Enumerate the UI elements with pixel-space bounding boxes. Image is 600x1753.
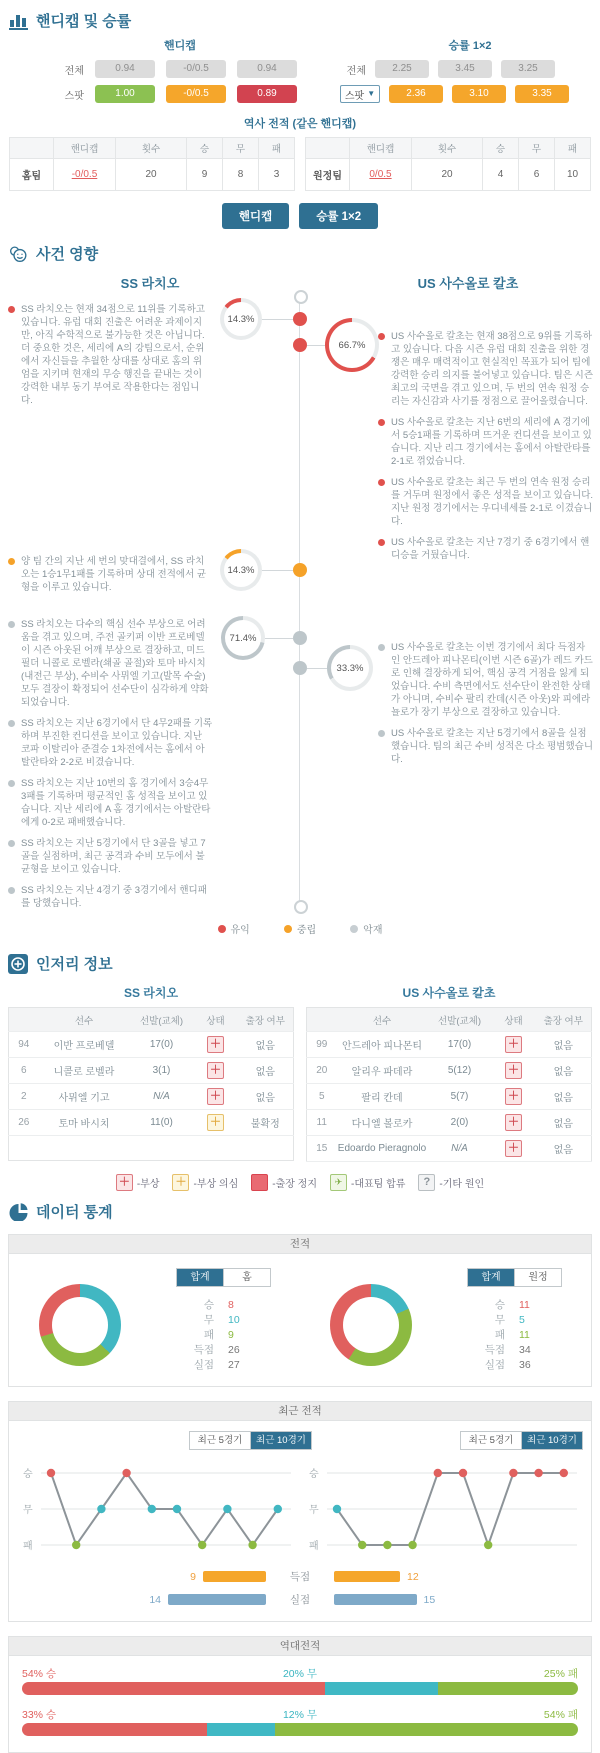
count-value: 20 bbox=[412, 159, 483, 191]
h2h-lose-label: 54% 패 bbox=[543, 1709, 578, 1721]
col-player: 선수 bbox=[337, 1008, 428, 1032]
handicap-odds-group bbox=[0, 37, 300, 103]
odds-grid bbox=[0, 37, 600, 103]
injury-section-header bbox=[0, 943, 600, 974]
odds-value: -0/0.5 bbox=[166, 60, 226, 78]
legend-other: ? -기타 원인 bbox=[418, 1174, 484, 1191]
col-status: 상태 bbox=[492, 1008, 536, 1032]
h2h-draw-label: 12% 무 bbox=[282, 1709, 318, 1721]
timeline-dot-good bbox=[293, 338, 307, 352]
injury-legend bbox=[0, 1174, 600, 1191]
player-name: 다니엘 볼로카 bbox=[337, 1110, 428, 1136]
player-name: 안드레아 피나몬티 bbox=[337, 1032, 428, 1058]
goals-scored-bar bbox=[203, 1571, 266, 1582]
injury-status-icon: ＋ bbox=[505, 1114, 522, 1131]
win-count: 8 bbox=[228, 1298, 234, 1311]
col-avail: 출장 여부 bbox=[536, 1008, 592, 1032]
injury-away-team-title: US 사수올로 칼초 bbox=[402, 986, 496, 1000]
legend-dot-neutral bbox=[284, 925, 292, 933]
injury-status-icon: ＋ bbox=[207, 1062, 224, 1079]
away-team-name: US 사수올로 칼초 bbox=[417, 276, 519, 291]
event-item: SS 라치오는 다수의 핵심 선수 부상으로 어려움을 겪고 있으며, 주전 골키퍼 이반 프로베델이 시즌 아웃된 어깨 부상으로 결장하고, 미드필더 니콜로 로벨라(쇄골 골절)와 토마 바시치(내전근 부상), 수비수 사뮈엘 기고(발목 수술) 모두 결장이 확정되어 선수단이 심각하게 약화되었습니다. bbox=[8, 618, 213, 709]
lose-value: 3 bbox=[259, 159, 295, 191]
home-neutral-news-list bbox=[8, 555, 208, 602]
col-draw: 무 bbox=[519, 138, 555, 159]
win-value: 9 bbox=[187, 159, 223, 191]
tab-total[interactable]: 합계 bbox=[177, 1269, 223, 1286]
injury-table-home-wrap bbox=[8, 980, 294, 1162]
history-table-away bbox=[305, 137, 591, 191]
winrate-total-row bbox=[300, 60, 600, 78]
stat-row: 득점 34 bbox=[484, 1343, 531, 1356]
stat-row: 패 9 bbox=[203, 1328, 234, 1341]
event-item: US 사수올로 칼초는 지난 5경기에서 8골을 실점했습니다. 팀의 최근 수비 성적은 다소 평범했습니다. bbox=[378, 727, 594, 766]
injury-table-away-wrap bbox=[306, 980, 592, 1162]
impact-ring-away-bad bbox=[327, 645, 373, 691]
bullet-dot-good bbox=[378, 419, 385, 426]
winrate-odds-title: 승률 1×2 bbox=[448, 40, 492, 52]
bullet-dot-good bbox=[378, 539, 385, 546]
impact-ring-away-good bbox=[325, 318, 379, 372]
event-impact-section bbox=[0, 233, 600, 943]
recent-tabs-away bbox=[460, 1431, 583, 1450]
injury-row: 94 이반 프로베델 17(0) ＋ 없음 bbox=[9, 1032, 294, 1058]
legend-dot-bad bbox=[350, 925, 358, 933]
impact-ring-home-bad bbox=[221, 616, 265, 660]
draw-value: 8 bbox=[223, 159, 259, 191]
record-tabs-home bbox=[176, 1268, 271, 1287]
stat-row: 승 8 bbox=[203, 1298, 234, 1311]
svg-text:승: 승 bbox=[23, 1469, 33, 1480]
tab-last10[interactable]: 최근 10경기 bbox=[250, 1432, 311, 1449]
h2h-lose-segment bbox=[438, 1682, 578, 1695]
timeline-end-node bbox=[294, 900, 308, 914]
bullet-dot-good bbox=[8, 306, 15, 313]
event-item: SS 라치오는 현재 34점으로 11위를 기록하고 있습니다. 유럽 대회 진출은 어려운 과제이지만, 아직 수학적으로 불가능한 것은 아닙니다. 더 중요한 것은, 세리에 A의 강팀으로서, 순위에서 자신들을 추월한 상대를 상대로 홈의 위엄을 지키며 현재의 무승 행진을 끝내는 것이 강력한 내부 동기 부여로 작용한다는 점입니다. bbox=[8, 303, 208, 407]
h2h-stacked-bar bbox=[22, 1682, 578, 1695]
h2h-draw-segment bbox=[325, 1682, 437, 1695]
h2h-draw-segment bbox=[207, 1723, 274, 1736]
col-draw: 무 bbox=[223, 138, 259, 159]
row-label-total: 전체 bbox=[64, 65, 84, 77]
h2h-draw-label: 20% 무 bbox=[282, 1668, 318, 1680]
injury-table-home bbox=[8, 1007, 294, 1161]
record-away-half bbox=[300, 1266, 591, 1372]
goals-for: 34 bbox=[519, 1343, 531, 1356]
odds-value: 3.45 bbox=[438, 60, 492, 78]
handicap-spot-row bbox=[0, 85, 300, 103]
bullet-dot-bad bbox=[8, 621, 15, 628]
svg-text:무: 무 bbox=[23, 1505, 33, 1516]
legend-dot-good bbox=[218, 925, 226, 933]
injury-status-icon: ＋ bbox=[505, 1062, 522, 1079]
legend-neutral: 중립 bbox=[284, 921, 316, 936]
tab-home[interactable]: 홈 bbox=[223, 1269, 270, 1286]
impact-percent: 71.4% bbox=[229, 632, 257, 644]
count-value: 20 bbox=[116, 159, 187, 191]
data-stats-section bbox=[0, 1191, 600, 1753]
history-table-home bbox=[9, 137, 295, 191]
recent-panel-title: 최근 전적 bbox=[9, 1402, 591, 1421]
recent-form-chart-away bbox=[301, 1459, 585, 1559]
record-home-details bbox=[168, 1266, 286, 1372]
plane-icon: ✈ bbox=[330, 1174, 347, 1191]
h2h-body bbox=[9, 1656, 591, 1752]
injury-tables bbox=[8, 980, 592, 1162]
player-name: 사뮈엘 기고 bbox=[39, 1084, 130, 1110]
svg-text:패: 패 bbox=[23, 1541, 33, 1552]
section-title-injury: 인저리 정보 bbox=[36, 956, 113, 973]
player-name: 알리우 파데라 bbox=[337, 1058, 428, 1084]
recent-form-chart-home bbox=[15, 1459, 299, 1559]
injury-row: 26 토마 바시치 11(0) ＋ 불확정 bbox=[9, 1110, 294, 1136]
col-lose: 패 bbox=[259, 138, 295, 159]
timeline-connector bbox=[307, 345, 325, 346]
history-row-away bbox=[306, 159, 591, 191]
history-header-row bbox=[306, 138, 591, 159]
injury-status-icon: ＋ bbox=[505, 1088, 522, 1105]
team-label: 홈팀 bbox=[10, 159, 54, 191]
home-bad-news-list bbox=[8, 618, 213, 918]
injury-row: 15 Edoardo Pieragnolo N/A ＋ 없음 bbox=[307, 1136, 592, 1162]
injury-status-icon: ＋ bbox=[505, 1036, 522, 1053]
handicap-total-row bbox=[0, 60, 300, 78]
doubt-plus-icon: ＋ bbox=[172, 1174, 189, 1191]
impact-percent: 33.3% bbox=[336, 662, 364, 674]
odds-value: 0.94 bbox=[237, 60, 297, 78]
goals-conceded-bar bbox=[334, 1594, 417, 1605]
h2h-stacked-bar bbox=[22, 1723, 578, 1736]
history-row-home bbox=[10, 159, 295, 191]
draw-count: 10 bbox=[228, 1313, 240, 1326]
player-name: Edoardo Pieragnolo bbox=[337, 1136, 428, 1162]
bullet-dot-bad bbox=[8, 840, 15, 847]
event-item: US 사수올로 칼초는 현재 38점으로 9위를 기록하고 있습니다. 다음 시즌 유럽 대회 진출을 위한 경쟁은 매우 매력적이고 현실적인 목표가 되어 팀에 강력한 승리 의지를 불어넣고 있습니다. 팀은 시즌 최고의 국면을 겪고 있으며, 두 번의 연속 원정 승리는 자신감과 사기를 정점으로 끌어올렸습니다. bbox=[378, 330, 594, 408]
tab-last5[interactable]: 최근 5경기 bbox=[461, 1432, 521, 1449]
smiley-faces-icon bbox=[8, 244, 28, 264]
record-away-details bbox=[459, 1266, 577, 1372]
svg-text:무: 무 bbox=[309, 1505, 319, 1516]
odds-value: 2.25 bbox=[375, 60, 429, 78]
win-count: 11 bbox=[519, 1298, 530, 1311]
odds-value: 3.10 bbox=[452, 85, 506, 103]
h2h-panel-title: 역대전적 bbox=[9, 1637, 591, 1656]
bullet-dot-good bbox=[378, 479, 385, 486]
player-name: 토마 바시치 bbox=[39, 1110, 130, 1136]
stat-row: 승 11 bbox=[494, 1298, 530, 1311]
goals-against: 27 bbox=[228, 1358, 240, 1371]
recent-form-panel bbox=[8, 1401, 592, 1622]
goals-against: 36 bbox=[519, 1358, 531, 1371]
timeline-connector bbox=[265, 638, 293, 639]
recent-charts bbox=[9, 1459, 591, 1559]
odds-value-away: 0.89 bbox=[237, 85, 297, 103]
doubtful-status-icon: ＋ bbox=[207, 1114, 224, 1131]
away-good-news-list bbox=[378, 330, 594, 570]
col-handicap: 핸디캡 bbox=[54, 138, 116, 159]
odds-value-line: -0/0.5 bbox=[166, 85, 226, 103]
odds-value: 3.25 bbox=[501, 60, 555, 78]
injury-filler-row bbox=[9, 1136, 294, 1161]
impact-ring-home-good bbox=[220, 298, 262, 340]
injury-table-away bbox=[306, 1007, 592, 1162]
h2h-labels-row bbox=[22, 1707, 578, 1723]
impact-percent: 14.3% bbox=[227, 313, 255, 325]
away-goals-conceded: 15 bbox=[330, 1594, 591, 1606]
spot-select-value: 스팟 bbox=[344, 90, 365, 102]
record-body bbox=[9, 1254, 591, 1386]
h2h-lose-segment bbox=[275, 1723, 578, 1736]
injury-section bbox=[0, 943, 600, 1191]
bullet-dot-bad bbox=[8, 887, 15, 894]
impact-percent: 14.3% bbox=[227, 564, 255, 576]
event-item: US 사수올로 칼초는 지난 6번의 세리에 A 경기에서 5승1패를 기록하며 뜨거운 컨디션을 보이고 있습니다. 지난 리그 경기에서는 홈에서 아탈란타를 2-1로 꺾었습니다. bbox=[378, 416, 594, 468]
timeline-dot-bad bbox=[293, 661, 307, 675]
handicap-link[interactable]: -0/0.5 bbox=[71, 169, 98, 180]
home-goals-scored: 9 bbox=[9, 1571, 270, 1583]
handicap-odds-title: 핸디캡 bbox=[164, 40, 196, 52]
event-item: US 사수올로 칼초는 최근 두 번의 연속 원정 승리를 거두며 원정에서 좋은 성적을 보이고 있습니다. 지난 원정 경기에서는 우디네세를 2-1로 이겼습니다. bbox=[378, 476, 594, 528]
bullet-dot-bad bbox=[8, 780, 15, 787]
injury-header-row bbox=[9, 1008, 294, 1032]
event-item: SS 라치오는 지난 10번의 홈 경기에서 3승4무3패를 기록하며 평균적인 홈 성적을 보이고 있습니다. 지난 세리에 A 홈 경기에서는 아탈란타에게 0-2로 패배했습니다. bbox=[8, 777, 213, 829]
injury-status-icon: ＋ bbox=[207, 1036, 224, 1053]
h2h-win-label: 54% 승 bbox=[22, 1668, 57, 1680]
lose-count: 9 bbox=[228, 1328, 234, 1341]
tab-last5[interactable]: 최근 5경기 bbox=[190, 1432, 250, 1449]
bullet-dot-good bbox=[378, 333, 385, 340]
record-donut-away bbox=[330, 1284, 412, 1366]
recent-tabs-home bbox=[189, 1431, 312, 1450]
winrate-spot-row bbox=[300, 85, 600, 103]
goals-for: 26 bbox=[228, 1343, 240, 1356]
goals-scored-label: 득점 bbox=[289, 1571, 311, 1583]
tab-away[interactable]: 원정 bbox=[514, 1269, 561, 1286]
injury-home-team-title: SS 라치오 bbox=[123, 986, 179, 1000]
event-item: US 사수올로 칼초는 지난 7경기 중 6경기에서 핸디승을 거뒀습니다. bbox=[378, 536, 594, 562]
timeline-start-node bbox=[294, 290, 308, 304]
event-item: SS 라치오는 지난 5경기에서 단 3골을 넣고 7골을 실점하며, 최근 공격과 수비 모두에서 불균형을 보이고 있습니다. bbox=[8, 837, 213, 876]
col-count: 횟수 bbox=[412, 138, 483, 159]
h2h-win-segment bbox=[22, 1682, 325, 1695]
event-section-header bbox=[0, 233, 106, 264]
timeline-dot-good bbox=[293, 312, 307, 326]
goals-conceded-bar bbox=[168, 1594, 266, 1605]
win-value: 4 bbox=[483, 159, 519, 191]
bullet-dot-neutral bbox=[8, 558, 15, 565]
team-label: 원정팀 bbox=[306, 159, 350, 191]
legend-bad: 악재 bbox=[350, 921, 382, 936]
h2h-lose-label: 25% 패 bbox=[543, 1668, 578, 1680]
chevron-down-icon: ▼ bbox=[367, 89, 376, 98]
section-title-odds: 핸디캡 및 승률 bbox=[36, 13, 132, 30]
handicap-link[interactable]: 0/0.5 bbox=[369, 169, 392, 180]
event-item: SS 라치오는 지난 4경기 중 3경기에서 핸디패를 당했습니다. bbox=[8, 884, 213, 910]
history-tables bbox=[9, 137, 591, 191]
record-panel-title: 전적 bbox=[9, 1235, 591, 1254]
home-good-news-list bbox=[8, 303, 208, 415]
timeline-connector bbox=[262, 319, 293, 320]
odds-value: 0.94 bbox=[95, 60, 155, 78]
col-win: 승 bbox=[483, 138, 519, 159]
away-goals-scored: 12 bbox=[330, 1571, 591, 1583]
medical-cross-icon bbox=[8, 954, 28, 974]
col-handicap: 핸디캡 bbox=[350, 138, 412, 159]
question-icon: ? bbox=[418, 1174, 435, 1191]
section-title-stats: 데이터 통계 bbox=[36, 1204, 113, 1221]
winrate-button[interactable]: 승률 1×2 bbox=[299, 203, 378, 229]
bullet-dot-bad bbox=[8, 720, 15, 727]
history-record-title: 역사 전적 (같은 핸디캡) bbox=[243, 118, 357, 130]
injury-plus-icon: ＋ bbox=[116, 1174, 133, 1191]
stats-section-header bbox=[0, 1191, 600, 1222]
svg-text:승: 승 bbox=[309, 1469, 319, 1480]
tab-total[interactable]: 합계 bbox=[468, 1269, 514, 1286]
home-team-name: SS 라치오 bbox=[120, 276, 180, 291]
bullet-dot-bad bbox=[378, 730, 385, 737]
row-label-spot: 스팟 bbox=[64, 90, 84, 102]
h2h-panel bbox=[8, 1636, 592, 1753]
event-item: 양 팀 간의 지난 세 번의 맞대결에서, SS 라치오는 1승1무1패를 기록하며 상대 전적에서 균형을 이루고 있습니다. bbox=[8, 555, 208, 594]
stat-row: 패 11 bbox=[494, 1328, 530, 1341]
lose-value: 10 bbox=[555, 159, 591, 191]
player-name: 이반 프로베델 bbox=[39, 1032, 130, 1058]
impact-ring-home-neutral bbox=[220, 549, 262, 591]
col-status: 상태 bbox=[194, 1008, 238, 1032]
history-header-row bbox=[10, 138, 295, 159]
legend-doubtful: ＋ -부상 의심 bbox=[172, 1174, 238, 1191]
record-home-half bbox=[9, 1266, 300, 1372]
timeline-dot-neutral bbox=[293, 563, 307, 577]
stat-row: 무 5 bbox=[494, 1313, 525, 1326]
injury-status-icon: ＋ bbox=[207, 1088, 224, 1105]
recent-goal-bars bbox=[9, 1569, 591, 1607]
legend-suspended: -출장 정지 bbox=[251, 1174, 317, 1191]
goals-scored-bar bbox=[334, 1571, 400, 1582]
timeline-connector bbox=[307, 668, 327, 669]
odds-value: 2.36 bbox=[389, 85, 443, 103]
event-item: US 사수올로 칼초는 이번 경기에서 최다 득점자인 안드레아 피나몬티(이번 시즌 6골)가 레드 카드로 인해 결장하게 되어, 핵심 공격 거점을 잃게 되었습니다. 수비 측면에서도 선수단이 완전한 상태가 아니며, 수비수 팔리 칸데(시즌 아웃)와 피에라뇰로가 장기 부상으로 결장하고 있습니다. bbox=[378, 641, 594, 719]
suspension-square-icon bbox=[251, 1174, 268, 1191]
home-goals-conceded: 14 bbox=[9, 1594, 270, 1606]
h2h-labels-row bbox=[22, 1666, 578, 1682]
col-starts: 선발(교체) bbox=[428, 1008, 492, 1032]
odds-section bbox=[0, 0, 600, 229]
injury-row: 99 안드레아 피나몬티 17(0) ＋ 없음 bbox=[307, 1032, 592, 1058]
bullet-dot-bad bbox=[378, 644, 385, 651]
spot-select[interactable] bbox=[340, 85, 380, 103]
odds-buttons bbox=[0, 203, 600, 229]
record-tabs-away bbox=[467, 1268, 562, 1287]
injury-row: 5 팔리 칸데 5(7) ＋ 없음 bbox=[307, 1084, 592, 1110]
timeline-connector bbox=[262, 570, 293, 571]
odds-section-header bbox=[0, 0, 600, 31]
player-name: 팔리 칸데 bbox=[337, 1084, 428, 1110]
odds-value: 3.35 bbox=[515, 85, 569, 103]
injury-row: 11 다니엘 볼로카 2(0) ＋ 없음 bbox=[307, 1110, 592, 1136]
stat-row: 무 10 bbox=[203, 1313, 240, 1326]
impact-percent: 66.7% bbox=[338, 339, 366, 351]
draw-value: 6 bbox=[519, 159, 555, 191]
injury-row: 6 니콜로 로벨라 3(1) ＋ 없음 bbox=[9, 1058, 294, 1084]
winrate-odds-group bbox=[300, 37, 600, 103]
handicap-button[interactable]: 핸디캡 bbox=[222, 203, 289, 229]
odds-value-home: 1.00 bbox=[95, 85, 155, 103]
col-player: 선수 bbox=[39, 1008, 130, 1032]
injury-header-row bbox=[307, 1008, 592, 1032]
lose-count: 11 bbox=[519, 1328, 530, 1341]
bar-chart-icon bbox=[8, 11, 28, 31]
col-lose: 패 bbox=[555, 138, 591, 159]
timeline-dot-bad bbox=[293, 631, 307, 645]
goals-conceded-label: 실점 bbox=[289, 1594, 311, 1606]
stat-row: 득점 26 bbox=[193, 1343, 240, 1356]
col-count: 횟수 bbox=[116, 138, 187, 159]
legend-national-team: ✈ -대표팀 합류 bbox=[330, 1174, 405, 1191]
h2h-win-label: 33% 승 bbox=[22, 1709, 57, 1721]
record-panel bbox=[8, 1234, 592, 1387]
event-item: SS 라치오는 지난 6경기에서 단 4무2패를 기록하며 부진한 컨디션을 보이고 있습니다. 지난 코파 이탈리아 준결승 1차전에서는 홈에서 아탈란타와 2-2로 비겼습니다. bbox=[8, 717, 213, 769]
h2h-win-segment bbox=[22, 1723, 207, 1736]
injury-row: 2 사뮈엘 기고 N/A ＋ 없음 bbox=[9, 1084, 294, 1110]
col-starts: 선발(교체) bbox=[130, 1008, 194, 1032]
record-donut-home bbox=[39, 1284, 121, 1366]
svg-text:패: 패 bbox=[309, 1541, 319, 1552]
away-bad-news-list bbox=[378, 641, 594, 774]
stat-row: 실점 27 bbox=[193, 1358, 240, 1371]
event-legend bbox=[0, 921, 600, 936]
col-win: 승 bbox=[187, 138, 223, 159]
pie-chart-icon bbox=[8, 1202, 28, 1222]
section-title-events: 사건 영향 bbox=[36, 246, 99, 263]
col-avail: 출장 여부 bbox=[238, 1008, 294, 1032]
recent-tabs-row bbox=[9, 1431, 591, 1451]
injury-status-icon: ＋ bbox=[505, 1140, 522, 1157]
row-label-total: 전체 bbox=[346, 65, 366, 77]
legend-injured: ＋ -부상 bbox=[116, 1174, 160, 1191]
stat-row: 실점 36 bbox=[484, 1358, 531, 1371]
legend-good: 유익 bbox=[218, 921, 250, 936]
draw-count: 5 bbox=[519, 1313, 525, 1326]
tab-last10[interactable]: 최근 10경기 bbox=[521, 1432, 582, 1449]
injury-row: 20 알리우 파데라 5(12) ＋ 없음 bbox=[307, 1058, 592, 1084]
timeline-line bbox=[299, 295, 300, 905]
player-name: 니콜로 로벨라 bbox=[39, 1058, 130, 1084]
